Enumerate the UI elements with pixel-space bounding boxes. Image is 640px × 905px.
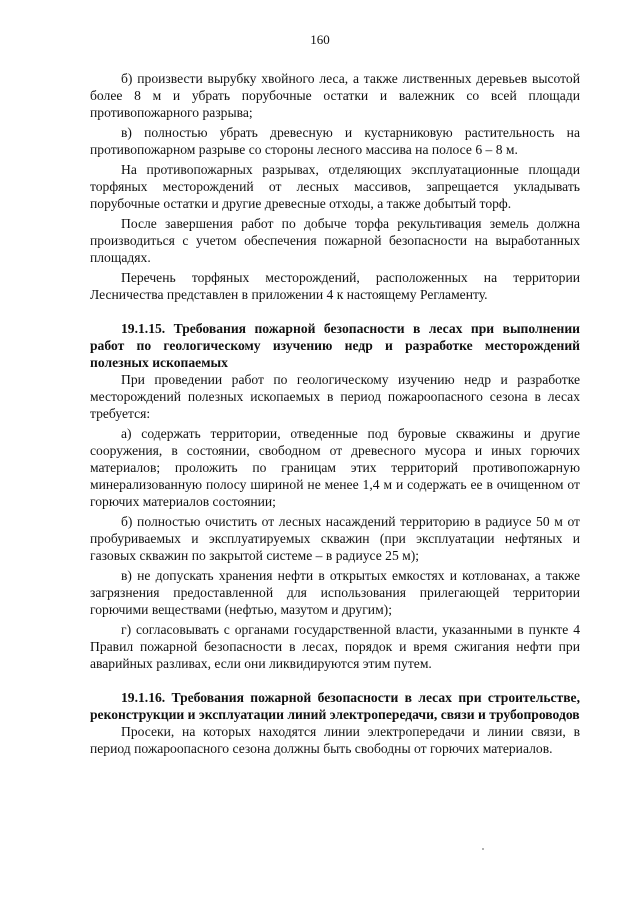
paragraph: в) не допускать хранения нефти в открытых емкостях и котлованах, а также загрязнения предоставленной для использования прилегающей территории горючими веществами (нефтью, мазутом и другим); — [90, 568, 580, 617]
paragraph: На противопожарных разрывах, отделяющих эксплуатационные площади торфяных месторождений от лесных массивов, запрещается укладывать порубочные остатки и другие древесные отходы, а также добытый торф. — [90, 162, 580, 211]
page-body — [90, 70, 580, 760]
section-gap — [90, 306, 580, 320]
paragraph: После завершения работ по добыче торфа рекультивация земель должна производиться с учетом обеспечения пожарной безопасности на выработанных площадях. — [90, 216, 580, 265]
scan-speck — [482, 848, 484, 850]
paragraph: Просеки, на которых находятся линии электропередачи и линии связи, в период пожароопасного сезона должны быть свободны от горючих материалов. — [90, 724, 580, 756]
paragraph: б) произвести вырубку хвойного леса, а также лиственных деревьев высотой более 8 м и убрать порубочные остатки и валежник со всей площади противопожарного разрыва; — [90, 71, 580, 120]
paragraph: в) полностью убрать древесную и кустарниковую растительность на противопожарном разрыве со стороны лесного массива на полосе 6 – 8 м. — [90, 125, 580, 157]
paragraph: г) согласовывать с органами государственной власти, указанными в пункте 4 Правил пожарной безопасности в лесах, порядок и время сжигания нефти при аварийных разливах, если они ликвидируются этим путем. — [90, 622, 580, 671]
paragraph: При проведении работ по геологическому изучению недр и разработке месторождений полезных ископаемых в период пожароопасного сезона в лесах требуется: — [90, 372, 580, 421]
paragraph: Перечень торфяных месторождений, расположенных на территории Лесничества представлен в приложении 4 к настоящему Регламенту. — [90, 270, 580, 302]
section-heading: 19.1.15. Требования пожарной безопасности в лесах при выполнении работ по геологическому изучению недр и разработке месторождений полезных ископаемых — [90, 321, 580, 370]
paragraph: а) содержать территории, отведенные под буровые скважины и другие сооружения, в состоянии, свободном от древесного мусора и иных горючих материалов; проложить по границам этих территорий противопожарную минерализованную полосу шириной не менее 1,4 м и содержать ее в очищенном от горючих материалов состоянии; — [90, 426, 580, 509]
paragraph: б) полностью очистить от лесных насаждений территорию в радиусе 50 м от пробуриваемых и эксплуатируемых скважин (при эксплуатации нефтяных и газовых скважин по закрытой системе – в радиусе 25 м); — [90, 514, 580, 563]
page-number: 160 — [310, 32, 330, 47]
section-heading: 19.1.16. Требования пожарной безопасности в лесах при строительстве, реконструкции и эксплуатации линий электропередачи, связи и трубопроводов — [90, 690, 580, 722]
section-gap — [90, 675, 580, 689]
